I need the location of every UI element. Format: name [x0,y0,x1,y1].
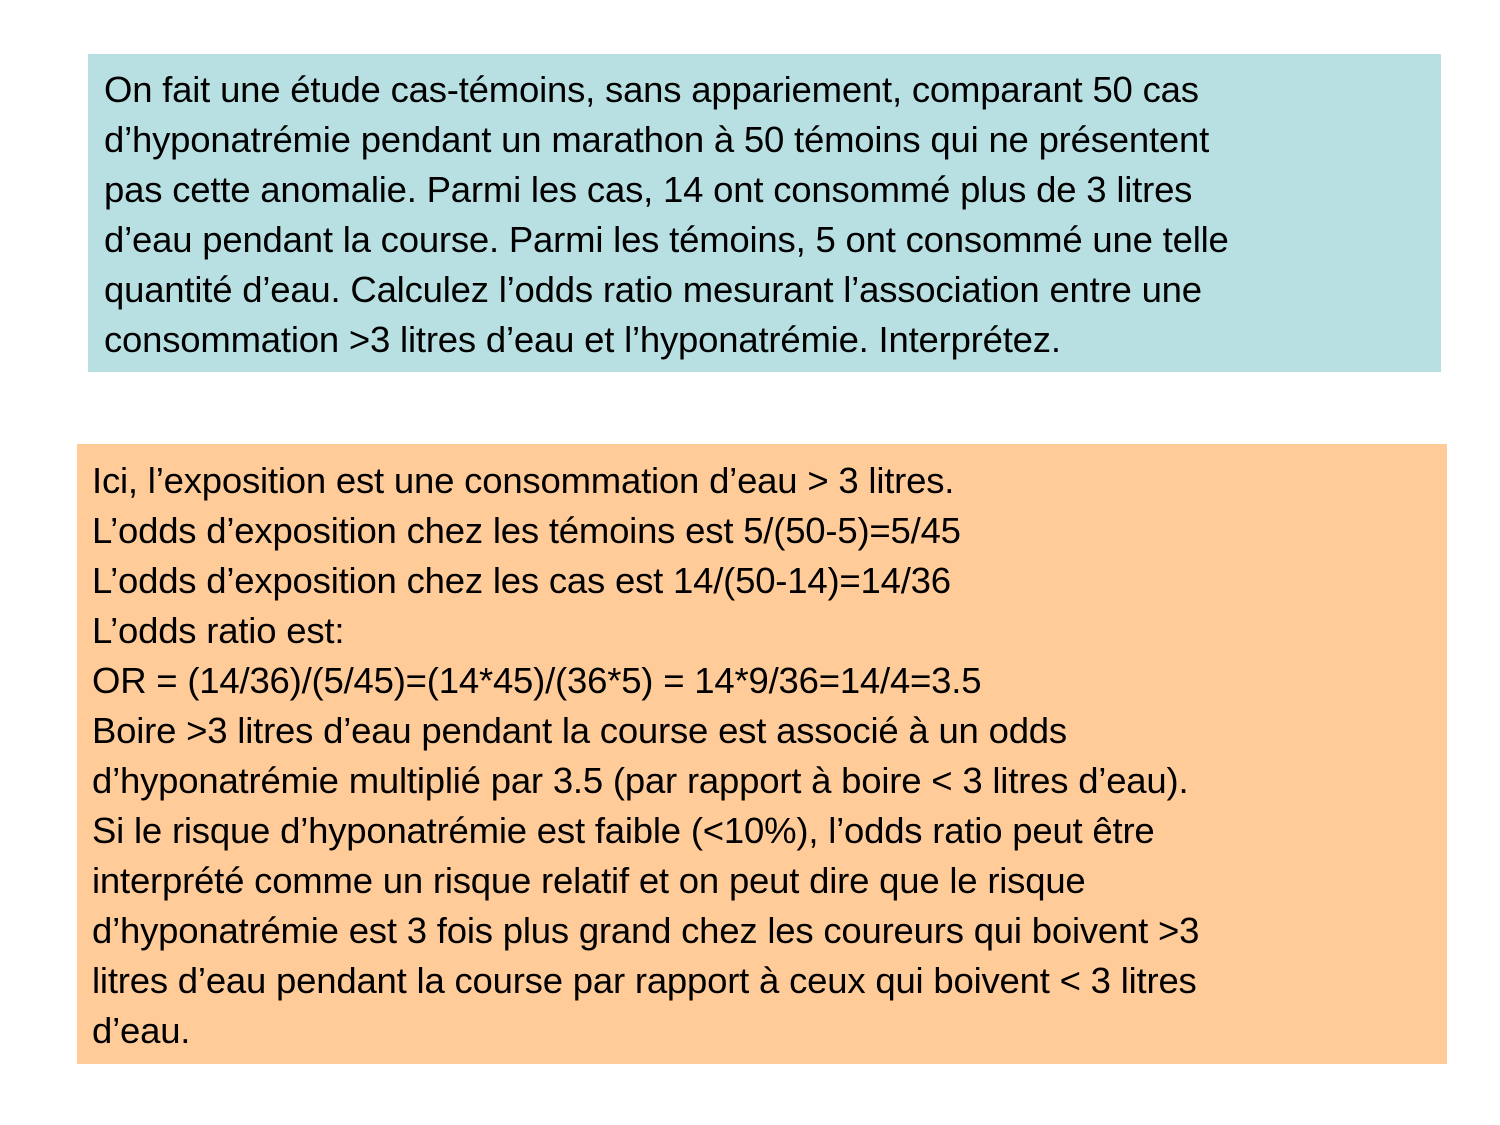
odds-ratio-formula: OR = (14/36)/(5/45)=(14*45)/(36*5) = 14*9/36=14/4=3.5 [92,660,982,701]
interpretation-paragraph [92,806,1431,1056]
question-line: d’eau pendant la course. Parmi les témoins, 5 ont consommé une telle [104,219,1229,260]
interpretation-line: d’hyponatrémie est 3 fois plus grand chez les coureurs qui boivent >3 [92,910,1200,951]
interpretation-line: interprété comme un risque relatif et on peut dire que le risque [92,860,1086,901]
question-line: d’hyponatrémie pendant un marathon à 50 témoins qui ne présentent [104,119,1210,160]
interpretation-line: d’eau. [92,1010,191,1051]
question-line: quantité d’eau. Calculez l’odds ratio mesurant l’association entre une [104,269,1202,310]
association-paragraph [92,706,1431,806]
association-line: Boire >3 litres d’eau pendant la course est associé à un odds [92,710,1067,751]
interpretation-line: Si le risque d’hyponatrémie est faible (<10%), l’odds ratio peut être [92,810,1155,851]
question-line: On fait une étude cas-témoins, sans appariement, comparant 50 cas [104,69,1199,110]
interpretation-line: litres d’eau pendant la course par rapport à ceux qui boivent < 3 litres [92,960,1197,1001]
question-box [88,54,1441,372]
question-line: consommation >3 litres d’eau et l’hyponatrémie. Interprétez. [104,319,1061,360]
answer-box [77,444,1447,1064]
cases-odds: L’odds d’exposition chez les cas est 14/(50-14)=14/36 [92,560,951,601]
controls-odds: L’odds d’exposition chez les témoins est 5/(50-5)=5/45 [92,510,961,551]
question-line: pas cette anomalie. Parmi les cas, 14 ont consommé plus de 3 litres [104,169,1193,210]
odds-ratio-heading: L’odds ratio est: [92,610,345,651]
association-line: d’hyponatrémie multiplié par 3.5 (par rapport à boire < 3 litres d’eau). [92,760,1189,801]
exposure-definition: Ici, l’exposition est une consommation d’eau > 3 litres. [92,460,955,501]
